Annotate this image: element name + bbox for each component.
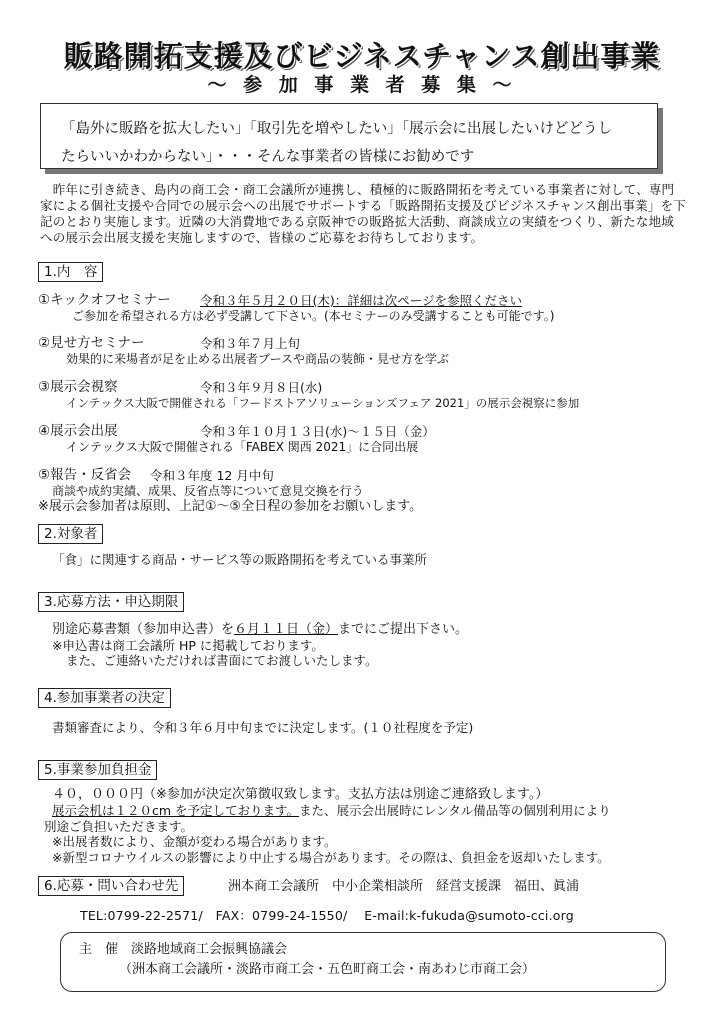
fee-line-3: 別途ご負担いただきます。 (44, 819, 194, 834)
application-line-1 (52, 622, 468, 637)
item-4-date: 令和３年１０月１３日(水)～１５日（金） (200, 424, 435, 439)
decision-text: 書類審査により、令和３年６月中旬までに決定します。(１０社程度を予定) (52, 720, 474, 735)
section-heading-contents: 1.内 容 (38, 262, 103, 282)
fee-line-4: ※出展者数により、金額が変わる場合があります。 (52, 834, 337, 849)
fee-table-note: 展示会机は１２０cm を予定しております。 (52, 803, 300, 818)
item-2-title: ②見せ方セミナー (38, 335, 145, 351)
callout-line-1: 「島外に販路を拡大したい」「取引先を増やしたい」「展示会に出展したいけどどうし (61, 121, 612, 137)
item-2-date: 令和３年７月上旬 (200, 336, 301, 351)
fee-line-5: ※新型コロナウイルスの影響により中止する場合があります。その際は、負担金を返却いたします。 (52, 850, 610, 865)
item-5-title: ⑤報告・反省会 (38, 467, 132, 483)
page-title: 販路開拓支援及びビジネスチャンス創出事業 (63, 39, 661, 73)
item-3-desc: インテックス大阪で開催される「フードストアソリューションズフェア 2021」の展示会視察に参加 (66, 396, 580, 410)
application-deadline: ６月１１日（金） (234, 622, 339, 637)
item-1-desc: ご参加を希望される方は必ず受講して下さい。(本セミナーのみ受講することも可能です。) (72, 309, 555, 323)
fee-rental-note: また、展示会出展時にレンタル備品等の個別利用により (299, 803, 611, 818)
section-heading-contact: 6.応募・問い合わせ先 (38, 876, 184, 896)
section-heading-application: 3.応募方法・申込期限 (38, 592, 184, 612)
fee-line-2 (52, 803, 611, 818)
target-text: 「食」に関連する商品・サービス等の販路開拓を考えている事業所 (52, 552, 428, 567)
contact-org: 洲本商工会議所 中小企業相談所 経営支援課 福田、眞浦 (228, 879, 580, 894)
application-line-2: ※申込書は商工会議所 HP に掲載しております。 (52, 638, 324, 653)
application-docs: 別途応募書類（参加申込書）を (52, 622, 235, 637)
item-2-desc: 効果的に来場者が足を止める出展者ブースや商品の装飾・見せ方を学ぶ (66, 352, 450, 366)
section1-note: ※展示会参加者は原則、上記①～⑤全日程の参加をお願いします。 (38, 499, 423, 514)
item-1-date: 令和３年５月２０日(木)：詳細は次ページを参照ください (200, 293, 523, 308)
host-line-1: 主 催 淡路地域商工会振興協議会 (79, 942, 288, 957)
section-heading-decision: 4.参加事業者の決定 (38, 688, 171, 708)
item-3-title: ③展示会視察 (38, 379, 118, 395)
section-heading-fee: 5.事業参加負担金 (38, 760, 157, 780)
application-submit: までにご提出下さい。 (338, 622, 469, 637)
contact-details: TEL:0799-22-2571/ FAX：0799-24-1550/ E-mail:k-fukuda@sumoto-cci.org (80, 908, 574, 923)
item-4-desc: インテックス大阪で開催される「FABEX 関西 2021」に合同出展 (66, 440, 419, 454)
item-1-title: ①キックオフセミナー (38, 292, 171, 308)
application-line-3: また、ご連絡いただければ書面にてお渡しいたします。 (66, 653, 378, 668)
intro-paragraph: 昨年に引き続き、島内の商工会・商工会議所が連携し、積極的に販路開拓を考えている事業者に対して、専門家による個社支援や合同での展示会への出展でサポートする「販路開拓支援及びビジネスチャンス創出事業」を下記のとおり実施します。近隣の大消費地である京阪神での販路拡大活動、商談成立の実績をつくり、新たな地域への展示会出展支援を実施しますので、皆様のご応募をお待ちしております。 (40, 182, 686, 245)
item-5-date: 令和３年度 12 月中旬 (150, 468, 274, 483)
item-3-date: 令和３年９月８日(水) (200, 380, 323, 395)
callout-box (40, 103, 658, 169)
section-heading-target: 2.対象者 (38, 524, 103, 544)
fee-line-1: ４０，０００円（※参加が決定次第徴収致します。支払方法は別途ご連絡致します。） (52, 787, 549, 802)
host-box (60, 932, 666, 992)
host-line-2: （洲本商工会議所・淡路市商工会・五色町商工会・南あわじ市商工会） (119, 962, 536, 977)
page-subtitle: ～ 参 加 事 業 者 募 集 ～ (207, 74, 517, 96)
callout-line-2: たらいいかわからない」・・・そんな事業者の皆様にお勧めです (61, 149, 475, 165)
item-4-title: ④展示会出展 (38, 423, 118, 439)
item-5-desc: 商談や成約実績、成果、反省点等について意見交換を行う (52, 484, 364, 498)
